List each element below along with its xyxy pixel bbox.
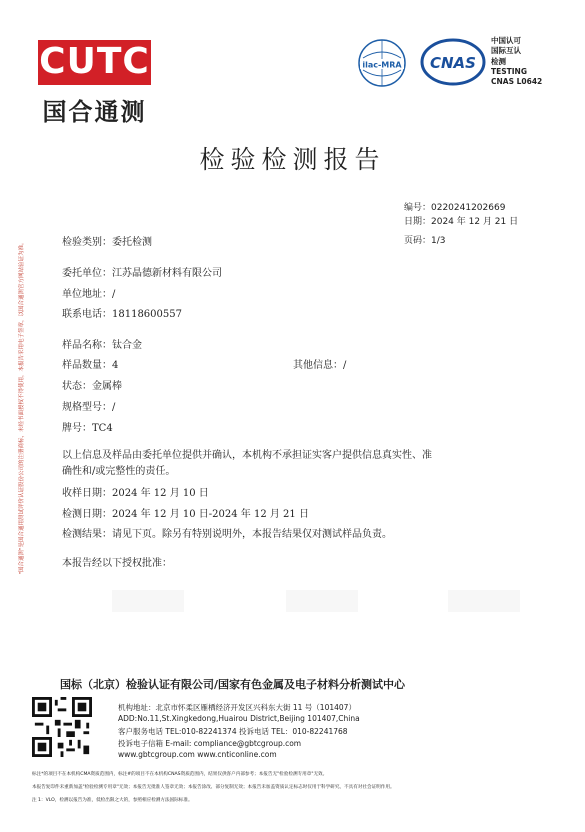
sample-name: 样品名称：钛合金 [62, 340, 142, 351]
report-date: 日期：2024 年 12 月 21 日 [404, 217, 519, 227]
other-info: 其他信息：/ [293, 360, 347, 371]
institution-address: 机构地址：北京市怀柔区雁栖经济开发区兴科东大街 11 号（101407） [118, 703, 356, 712]
report-number: 编号：0220241202669 [404, 203, 506, 213]
complaint-email: 投诉电子信箱 E-mail: compliance@gbtcgroup.com [118, 739, 302, 748]
page-number: 页码：1/3 [404, 236, 446, 246]
client-name: 委托单位：江苏晶德新材料有限公司 [62, 268, 222, 279]
material-grade: 牌号：TC4 [62, 423, 113, 434]
report-title: 检验检测报告 [199, 145, 386, 174]
inspection-type: 检验类别：委托检测 [62, 237, 152, 248]
cnas-icon [420, 38, 486, 86]
institution-name: 国标（北京）检验认证有限公司/国家有色金属及电子材料分析测试中心 [60, 678, 406, 691]
qr-code-icon [32, 697, 92, 757]
institution-address-en: ADD:No.11,St.Xingkedong,Huairou District,Beijing 101407,China [118, 714, 360, 723]
cnas-text-line: 国际互认 [491, 46, 521, 56]
client-address: 单位地址：/ [62, 289, 116, 300]
footnote: 注 1：VLO，检测以报告为准，低检出限之大的，参照相应检测方法国际标准。 [32, 798, 193, 803]
website-links: www.gbtcgroup.com www.cnticonline.com [118, 750, 277, 759]
disclaimer-line: 以上信息及样品由委托单位提供并确认，本机构不承担证实客户提供信息真实性、准 [62, 450, 432, 461]
cnas-text-line: 中国认可 [491, 36, 521, 45]
vertical-trademark-note [8, 185, 25, 635]
footnote: 标注*的项目不在本机构CMA资质范围内，标注#的项目不在本机构CNAS资质范围内，结果仅供客户内部参考；本报告无"检验检测专用章"无效。 [32, 772, 328, 777]
cnas-accreditation-text [491, 36, 542, 87]
footnote: 本报告复印件未重新加盖"检验检测专用章"无效；本报告无批准人签章无效；本报告涂改、部分复制无效；本报告未加盖资质认定标志时仅用于科学研究、不具有对社会证明作用。 [32, 785, 395, 790]
sample-quantity: 样品数量：4 [62, 360, 119, 371]
cnas-text-line: 检测 [491, 56, 506, 66]
signature-area [286, 590, 358, 612]
ilac-label: ilac-MRA [362, 60, 402, 70]
test-date: 检测日期：2024 年 12 月 10 日-2024 年 12 月 21 日 [62, 509, 309, 520]
cnas-text-line: CNAS L0642 [491, 77, 543, 87]
approval-statement: 本报告经以下授权批准： [62, 558, 172, 569]
disclaimer-line: 确性和/或完整性的责任。 [62, 466, 176, 477]
cnas-text-line: TESTING [491, 66, 527, 76]
vertical-note-text: "国合通测"是国合通用测试评价认证股份公司的注册商标，未经书面授权不得使用，本报告采用电子签章，以国合通测官方网站验证为准。 [19, 239, 25, 575]
received-date: 收样日期：2024 年 12 月 10 日 [62, 488, 209, 499]
client-phone: 联系电话：18118600557 [62, 309, 182, 320]
signature-area [448, 590, 520, 612]
sample-state: 状态：金属棒 [62, 381, 122, 392]
ilac-mra-icon [357, 38, 407, 88]
signature-area [112, 590, 184, 612]
cnas-label: CNAS [430, 54, 476, 72]
logo-wordmark: CUTC [39, 41, 150, 82]
spec-model: 规格型号：/ [62, 402, 116, 413]
logo-chinese-name: 国合通测 [42, 98, 147, 126]
test-conclusion: 检测结果：请见下页。除另有特别说明外，本报告结果仅对测试样品负责。 [62, 529, 392, 540]
contact-phones: 客户服务电话 TEL:010-82241374 投诉电话 TEL：010-82241768 [118, 727, 348, 736]
